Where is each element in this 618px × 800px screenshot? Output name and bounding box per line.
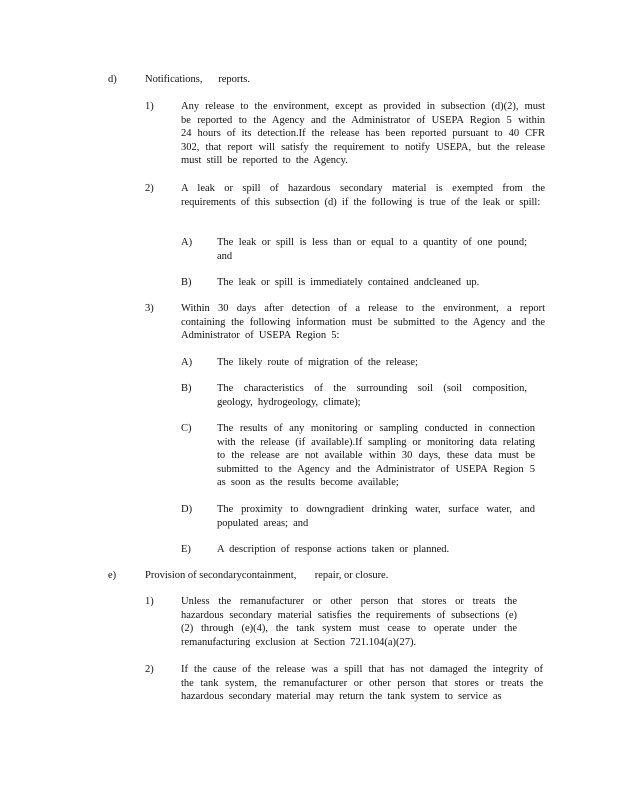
item-e1-text: Unless the remanufacturer or other person that stores or treats the hazardous secondary material satisfies the requirements of subsections (e)(2) through (e)(4), the tank system must cease to operate under the remanufacturing exclusion at Section 721.104(a)(27). (181, 596, 517, 648)
item-d3-text: Within 30 days after detection of a release to the environment, a report containing the following information must be submitted to the Agency and the Administrator of USEPA Region 5: (181, 303, 545, 342)
item-d2a-text: The leak or spill is less than or equal to a quantity of one pound; and (217, 237, 527, 262)
section-e-label: e) (108, 570, 117, 581)
item-d2-text: A leak or spill of hazardous secondary material is exempted from the requirements of this subsection (d) if the following is true of the leak or spill: (181, 183, 545, 208)
section-e-heading: Provision of secondarycontainment, repair, or closure. (145, 570, 389, 581)
item-d3-label: 3) (145, 303, 154, 314)
item-d3b-text: The characteristics of the surrounding soil (soil composition, geology, hydrogeology, climate); (217, 383, 527, 408)
item-d1-label: 1) (145, 101, 154, 112)
item-d3d-text: The proximity to downgradient drinking water, surface water, and populated areas; and (217, 504, 535, 529)
item-d3c-text: The results of any monitoring or sampling conducted in connection with the release (if available).If sampling or monitoring data relating to the release are not available within 30 days, these data must be submitted to the Agency and the Administrator of USEPA Region 5 as soon as the results become available; (217, 423, 535, 489)
item-d2-label: 2) (145, 183, 154, 194)
item-e2-text: If the cause of the release was a spill that has not damaged the integrity of the tank system, the remanufacturer or other person that stores or treats the hazardous secondary material may return the tank system to service as (181, 664, 543, 703)
item-d2b-text: The leak or spill is immediately contained andcleaned up. (217, 277, 480, 288)
item-d3d-label: D) (181, 504, 193, 515)
item-d2a-label: A) (181, 237, 193, 248)
item-d3e-text: A description of response actions taken or planned. (217, 544, 450, 555)
section-d-label: d) (108, 74, 117, 85)
item-d3c-label: C) (181, 423, 192, 434)
item-d3a-label: A) (181, 357, 193, 368)
section-d-heading: Notifications, reports. (145, 74, 250, 85)
item-d1-text: Any release to the environment, except as provided in subsection (d)(2), must be reported to the Agency and the Administrator of USEPA Region 5 within 24 hours of its detection.If the release has been reported pursuant to 40 CFR 302, that report will satisfy the requirement to notify USEPA, but the release must still be reported to the Agency. (181, 101, 545, 167)
item-d3e-label: E) (181, 544, 191, 555)
item-e1-label: 1) (145, 596, 154, 607)
item-d3b-label: B) (181, 383, 192, 394)
item-e2-label: 2) (145, 664, 154, 675)
item-d3a-text: The likely route of migration of the release; (217, 357, 418, 368)
item-d2b-label: B) (181, 277, 192, 288)
